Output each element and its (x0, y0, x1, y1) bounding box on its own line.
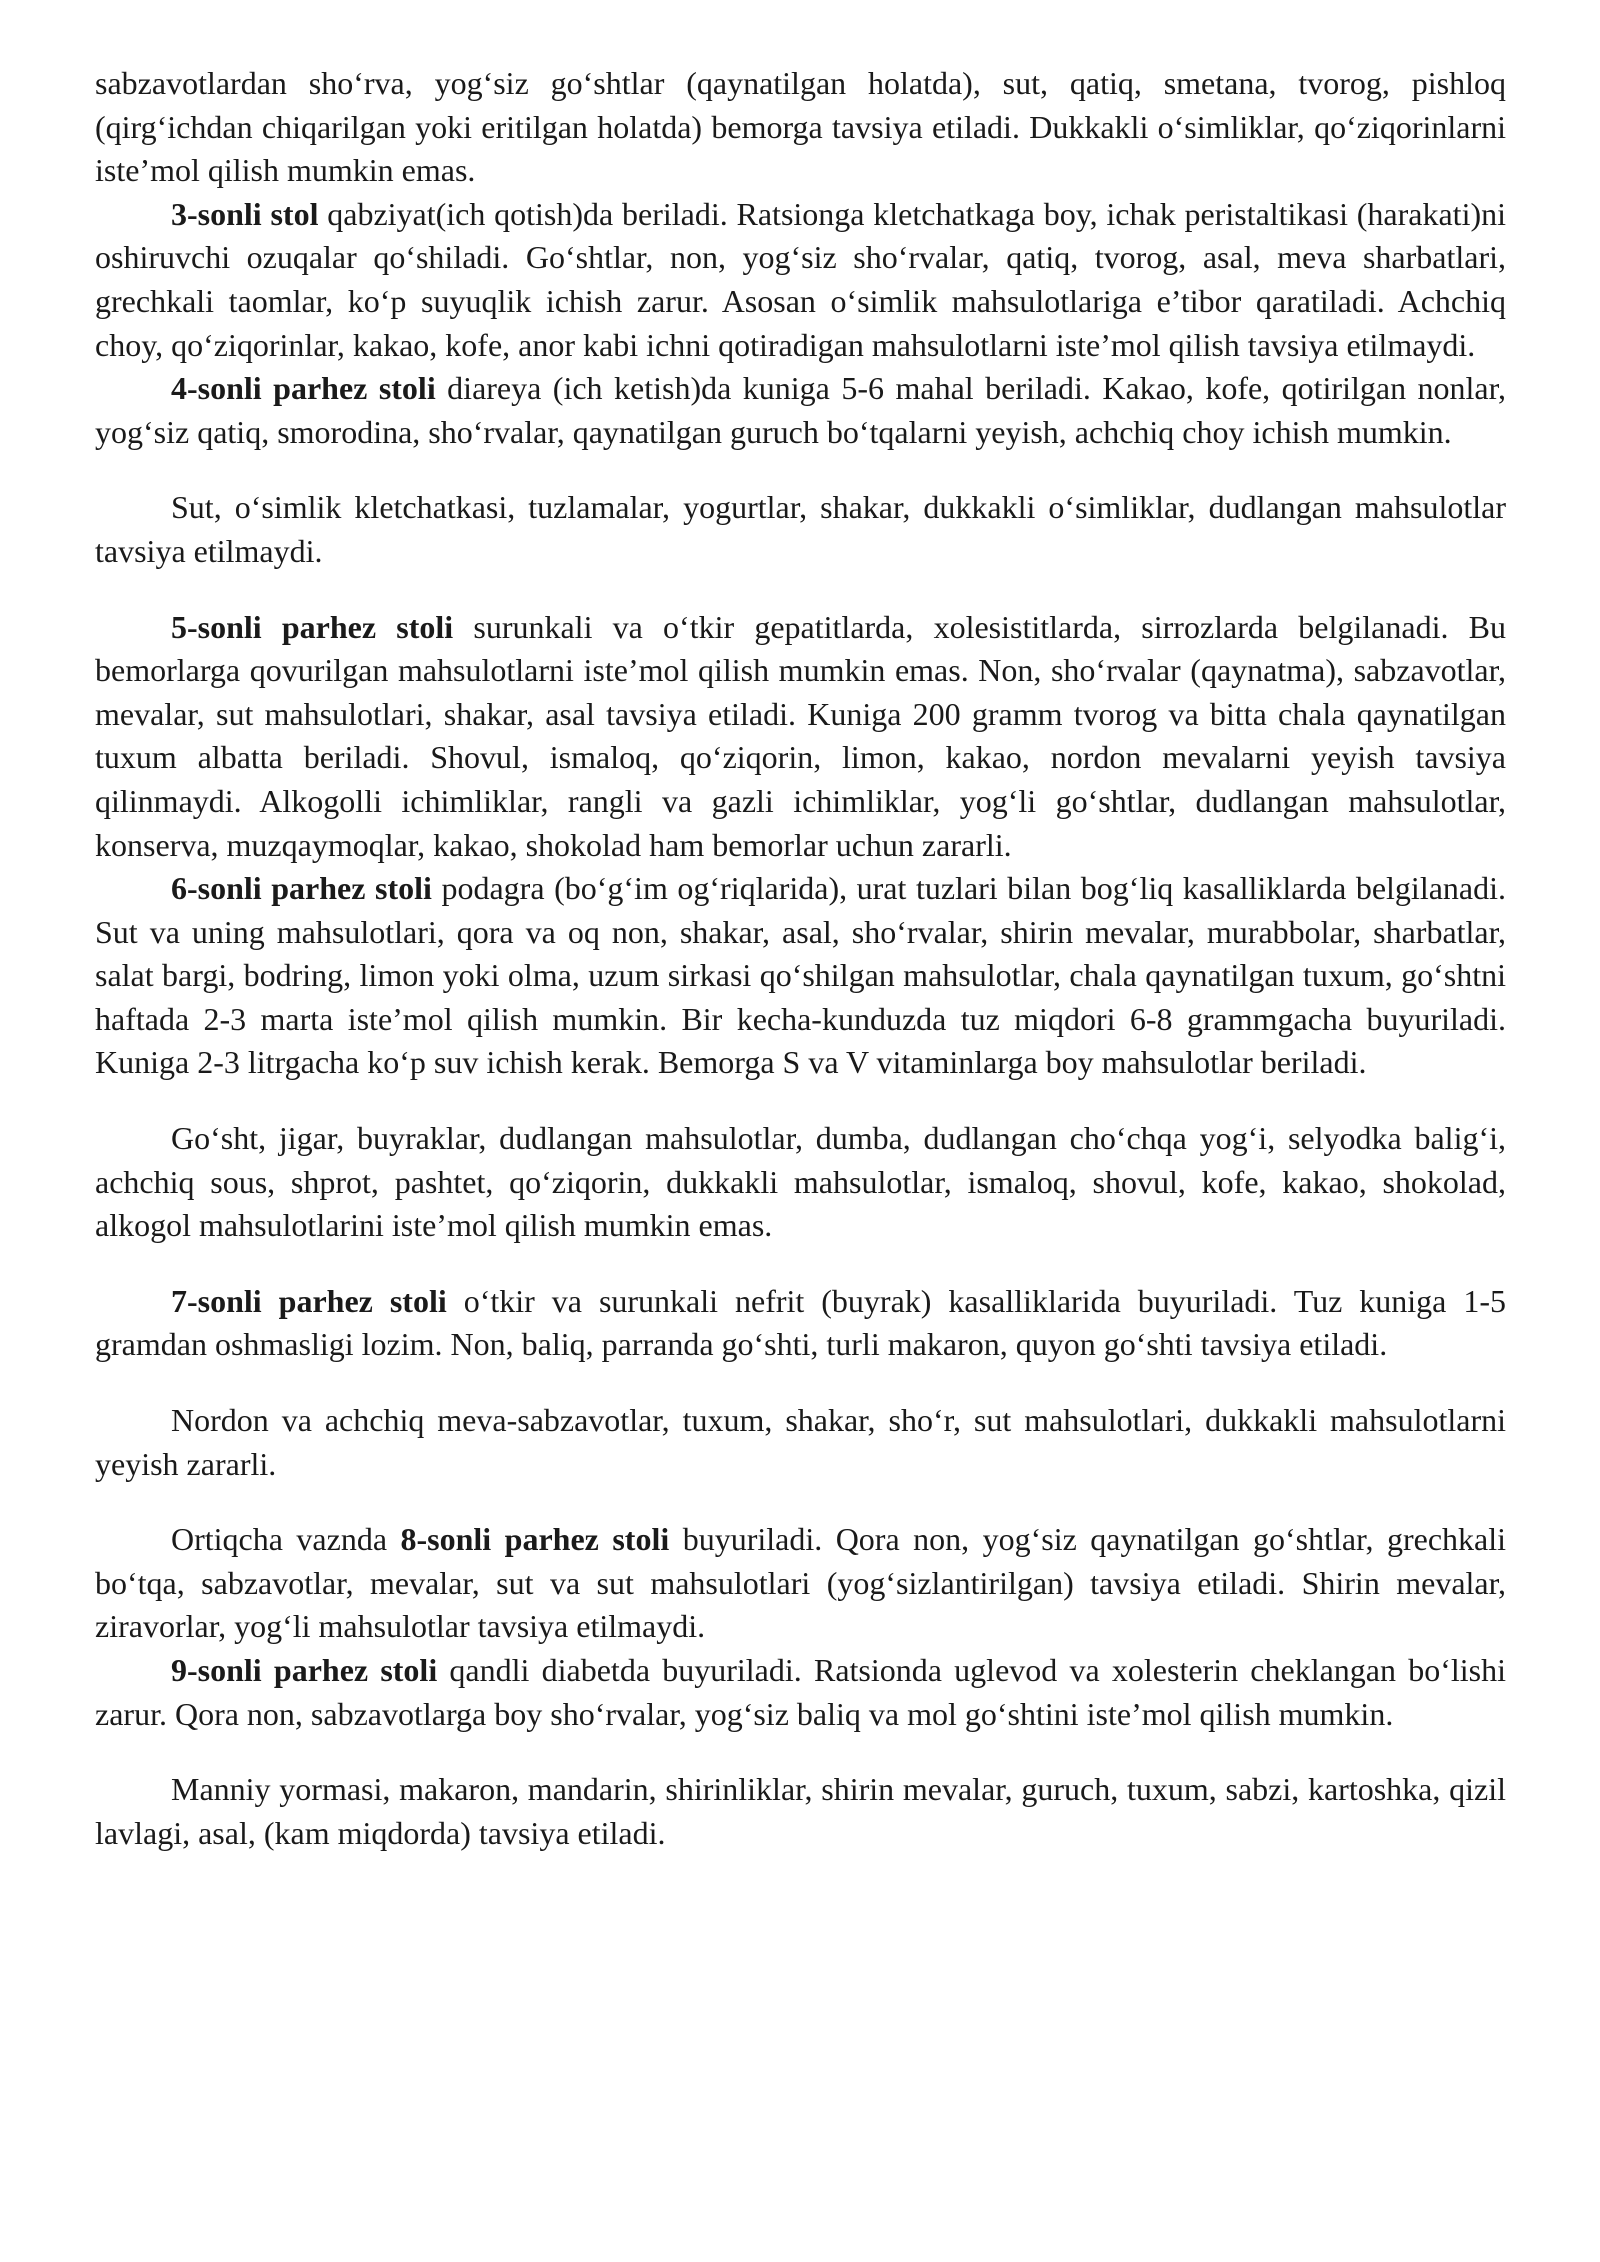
diet-table-heading: 6-sonli parhez stoli (171, 870, 432, 907)
diet-table-heading: 7-sonli parhez stoli (171, 1282, 447, 1319)
diet-table-heading: 9-sonli parhez stoli (171, 1652, 438, 1688)
diet-table-heading: 4-sonli parhez stoli (171, 370, 436, 407)
diet-table-heading: 8-sonli parhez stoli (400, 1521, 670, 1558)
diet-table-heading: 3-sonli stol (171, 195, 319, 232)
paragraph-diet-8 (95, 1518, 1506, 1649)
paragraph-diet-4 (95, 367, 1506, 454)
paragraph-text: qabziyat(ich qotish)da beriladi. Ratsionga kletchatkaga boy, ichak peristaltikasi (harakati)ni oshiruvchi ozuqalar qo‘shiladi. Go‘shtlar, non, yog‘siz sho‘rvalar, qatiq, tvorog, asal, meva sharbatlari, grechkali taomlar, ko‘p suyuqlik ichish zarur. Asosan o‘simlik mahsulotlariga e’tibor qaratiladi. Achchiq choy, qo‘ziqorinlar, kakao, kofe, anor kabi ichni qotiradigan mahsulotlarni iste’mol qilish tavsiya etilmaydi. (95, 195, 1507, 363)
paragraph-text: o‘tkir va surunkali nefrit (buyrak) kasalliklarida buyuriladi. Tuz kuniga 1-5 gramdan oshmasligi lozim. Non, baliq, parranda go‘shti, turli makaron, quyon go‘shti tavsiya etiladi. (95, 1282, 1507, 1363)
paragraph-text: podagra (bo‘g‘im og‘riqlarida), urat tuzlari bilan bog‘liq kasalliklarda belgilanadi. Sut va uning mahsulotlari, qora va oq non, shakar, asal, sho‘rvalar, shirin mevalar, murabbolar, sharbatlar, salat bargi, bodring, limon yoki olma, uzum sirkasi qo‘shilgan mahsulotlar, chala qaynatilgan tuxum, go‘shtni haftada 2-3 marta iste’mol qilish mumkin. Bir kecha-kunduzda tuz miqdori 6-8 grammgacha buyuriladi. Kuniga 2-3 litrgacha ko‘p suv ichish kerak. Bemorga S va V vitaminlarga boy mahsulotlar beriladi. (95, 870, 1507, 1081)
paragraph-text: Nordon va achchiq meva-sabzavotlar, tuxum, shakar, sho‘r, sut mahsulotlari, dukkakli mahsulotlarni yeyish zararli. (95, 1402, 1506, 1482)
diet-table-heading: 5-sonli parhez stoli (171, 608, 454, 645)
paragraph-diet-6 (95, 867, 1506, 1085)
paragraph-diet-7-restrictions (95, 1399, 1506, 1486)
paragraph-continuation (95, 62, 1506, 193)
paragraph-diet-9 (95, 1649, 1506, 1736)
paragraph-diet-7 (95, 1280, 1506, 1367)
paragraph-diet-5 (95, 606, 1506, 868)
paragraph-diet-9-recommendations (95, 1768, 1506, 1855)
paragraph-text: surunkali va o‘tkir gepatitlarda, xolesistitlarda, sirrozlarda belgilanadi. Bu bemorlarga qovurilgan mahsulotlarni iste’mol qilish mumkin emas. Non, sho‘rvalar (qaynatma), sabzavotlar, mevalar, sut mahsulotlari, shakar, asal tavsiya etiladi. Kuniga 200 gramm tvorog va bitta chala qaynatilgan tuxum albatta beriladi. Shovul, ismaloq, qo‘ziqorin, limon, kakao, nordon mevalarni yeyish tavsiya qilinmaydi. Alkogolli ichimliklar, rangli va gazli ichimliklar, yog‘li go‘shtlar, dudlangan mahsulotlar, konserva, muzqaymoqlar, kakao, shokolad ham bemorlar uchun zararli. (95, 608, 1506, 863)
paragraph-lead-text: Ortiqcha vaznda (171, 1521, 401, 1558)
paragraph-text: qandli diabetda buyuriladi. Ratsionda uglevod va xolesterin cheklangan bo‘lishi zarur. Qora non, sabzavotlarga boy sho‘rvalar, yog‘siz baliq va mol go‘shtini iste’mol qilish mumkin. (95, 1652, 1507, 1732)
paragraph-text: Sut, o‘simlik kletchatkasi, tuzlamalar, yogurtlar, shakar, dukkakli o‘simliklar, dudlangan mahsulotlar tavsiya etilmaydi. (95, 489, 1506, 569)
paragraph-text: Go‘sht, jigar, buyraklar, dudlangan mahsulotlar, dumba, dudlangan cho‘chqa yog‘i, selyodka balig‘i, achchiq sous, shprot, pashtet, qo‘ziqorin, dukkakli mahsulotlar, ismaloq, shovul, kofe, kakao, shokolad, alkogol mahsulotlarini iste’mol qilish mumkin emas. (95, 1120, 1506, 1244)
paragraph-text: Manniy yormasi, makaron, mandarin, shirinliklar, shirin mevalar, guruch, tuxum, sabzi, kartoshka, qizil lavlagi, asal, (kam miqdorda) tavsiya etiladi. (95, 1771, 1506, 1851)
paragraph-text: buyuriladi. Qora non, yog‘siz qaynatilgan go‘shtlar, grechkali bo‘tqa, sabzavotlar, mevalar, sut va sut mahsulotlari (yog‘sizlantirilgan) tavsiya etiladi. Shirin mevalar, ziravorlar, yog‘li mahsulotlar tavsiya etilmaydi. (95, 1521, 1506, 1645)
paragraph-text: diareya (ich ketish)da kuniga 5-6 mahal beriladi. Kakao, kofe, qotirilgan nonlar, yog‘siz qatiq, smorodina, sho‘rvalar, qaynatilgan guruch bo‘tqalarni yeyish, achchiq choy ichish mumkin. (95, 370, 1507, 450)
paragraph-diet-6-restrictions (95, 1117, 1506, 1248)
paragraph-diet-3 (95, 193, 1506, 367)
paragraph-text: sabzavotlardan sho‘rva, yog‘siz go‘shtlar (qaynatilgan holatda), sut, qatiq, smetana, tvorog, pishloq (qirg‘ichdan chiqarilgan yoki eritilgan holatda) bemorga tavsiya etiladi. Dukkakli o‘simliklar, qo‘ziqorinlarni iste’mol qilish mumkin emas. (95, 65, 1506, 189)
paragraph-diet-4-restrictions (95, 486, 1506, 573)
